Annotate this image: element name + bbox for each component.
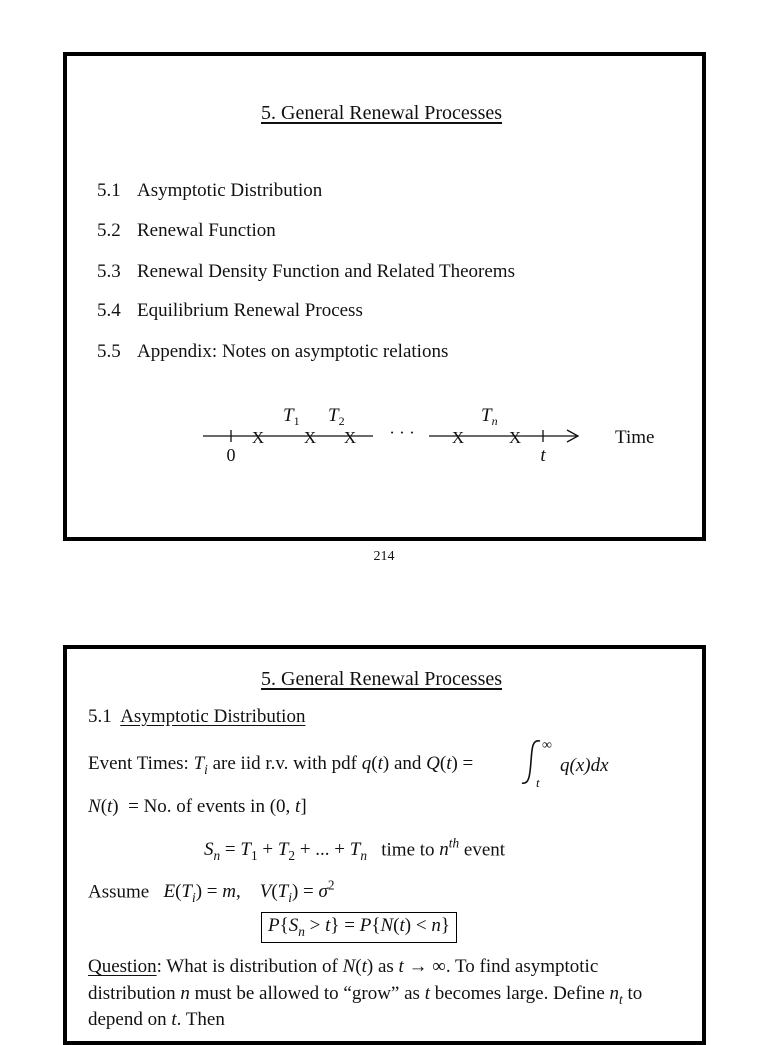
math-ti: $T_i$ (193, 753, 208, 777)
label-t2: $T_2$ (328, 405, 345, 428)
event-times-prefix: Event Times: (88, 753, 189, 774)
math-nth: $n^{th}$ (439, 836, 460, 861)
math-nt: N(t) (88, 796, 119, 817)
section-title: Asymptotic Distribution (120, 706, 306, 727)
slide-2 (63, 645, 706, 1045)
event-mark: X (508, 428, 522, 447)
question-label: Question (88, 956, 157, 977)
math-limit: t → ∞ (398, 956, 446, 977)
t-label: t (540, 445, 546, 466)
question-text: depend on (88, 1009, 167, 1030)
event-times-mid: are iid r.v. with pdf (212, 753, 358, 774)
section-number: 5.1 (88, 706, 112, 727)
toc-number: 5.4 (97, 300, 121, 321)
math-variance: $V(T_i) = \sigma^2$ (259, 878, 335, 906)
event-mark: X (451, 428, 465, 447)
question-line-2 (88, 983, 642, 1008)
slide-1 (63, 52, 706, 541)
math-t: t (171, 1009, 177, 1030)
ellipsis: · · · (389, 423, 415, 442)
toc-item (97, 220, 276, 242)
question-line-3 (88, 1009, 225, 1031)
lower-limit: t (536, 775, 540, 790)
math-sn-sum: $S_n = T_1 + T_2$ + ... + $T_n$ (204, 839, 367, 864)
toc-label: Renewal Density Function and Related Theorems (137, 261, 515, 282)
key-relation-box (261, 912, 457, 943)
assume-label: Assume (88, 881, 150, 903)
math-interval: (0, t] (269, 796, 307, 817)
question-text: distribution (88, 983, 176, 1004)
slide-title: 5. General Renewal Processes (261, 102, 503, 124)
renewal-timeline-diagram (197, 391, 677, 471)
toc-number: 5.1 (97, 180, 121, 201)
toc-label: Renewal Function (137, 220, 276, 241)
toc-label: Asymptotic Distribution (137, 180, 323, 201)
integral-expression (518, 735, 628, 791)
sn-definition (204, 836, 505, 864)
toc-label: Appendix: Notes on asymptotic relations (137, 341, 449, 362)
math-n: n (180, 983, 190, 1004)
toc-item (97, 300, 363, 322)
event-mark: X (343, 428, 357, 447)
math-Qt: Q(t) = (426, 753, 474, 774)
toc-number: 5.3 (97, 261, 121, 282)
origin-label: 0 (226, 445, 236, 465)
time-label: Time (615, 427, 655, 448)
section-heading (88, 706, 305, 728)
question-line-1 (88, 956, 598, 978)
assume-line (88, 878, 335, 906)
question-text: . Then (176, 1009, 225, 1030)
nt-def-text: = No. of events in (128, 796, 265, 817)
question-text: as (377, 956, 394, 977)
toc-number: 5.2 (97, 220, 121, 241)
sn-def-text: time to (381, 839, 435, 861)
label-t1: $T_1$ (283, 405, 300, 428)
question-text: to (627, 983, 643, 1004)
math-t: t (424, 983, 430, 1004)
page-number: 214 (373, 549, 395, 564)
toc-number: 5.5 (97, 341, 121, 362)
slide-title: 5. General Renewal Processes (261, 668, 503, 690)
nt-definition (88, 796, 307, 818)
event-mark: X (303, 428, 317, 447)
toc-item (97, 180, 322, 202)
math-key-relation: $P\{S_n > t\} = P\{N(t) < n\}$ (268, 915, 450, 939)
question-text: : What is distribution of (156, 956, 338, 977)
toc-item (97, 341, 448, 363)
event-times-line (88, 753, 473, 778)
question-text: must be allowed to “grow” as (194, 983, 420, 1004)
math-nt: N(t) (342, 956, 374, 977)
math-mean: $E(T_i) = m$, (163, 881, 241, 906)
sn-def-event: event (463, 839, 506, 861)
toc-item (97, 261, 515, 283)
toc-label: Equilibrium Renewal Process (137, 300, 363, 321)
event-times-and: and (393, 753, 422, 774)
event-mark: X (251, 428, 265, 447)
label-tn: $T_n$ (481, 405, 498, 428)
math-nt-sub: $n_t$ (609, 983, 623, 1007)
question-text: becomes large. Define (434, 983, 605, 1004)
math-qt: q(t) (361, 753, 390, 774)
integrand: q(x)dx (560, 755, 609, 776)
question-text: . To find asymptotic (445, 956, 599, 977)
upper-limit: ∞ (542, 738, 552, 753)
